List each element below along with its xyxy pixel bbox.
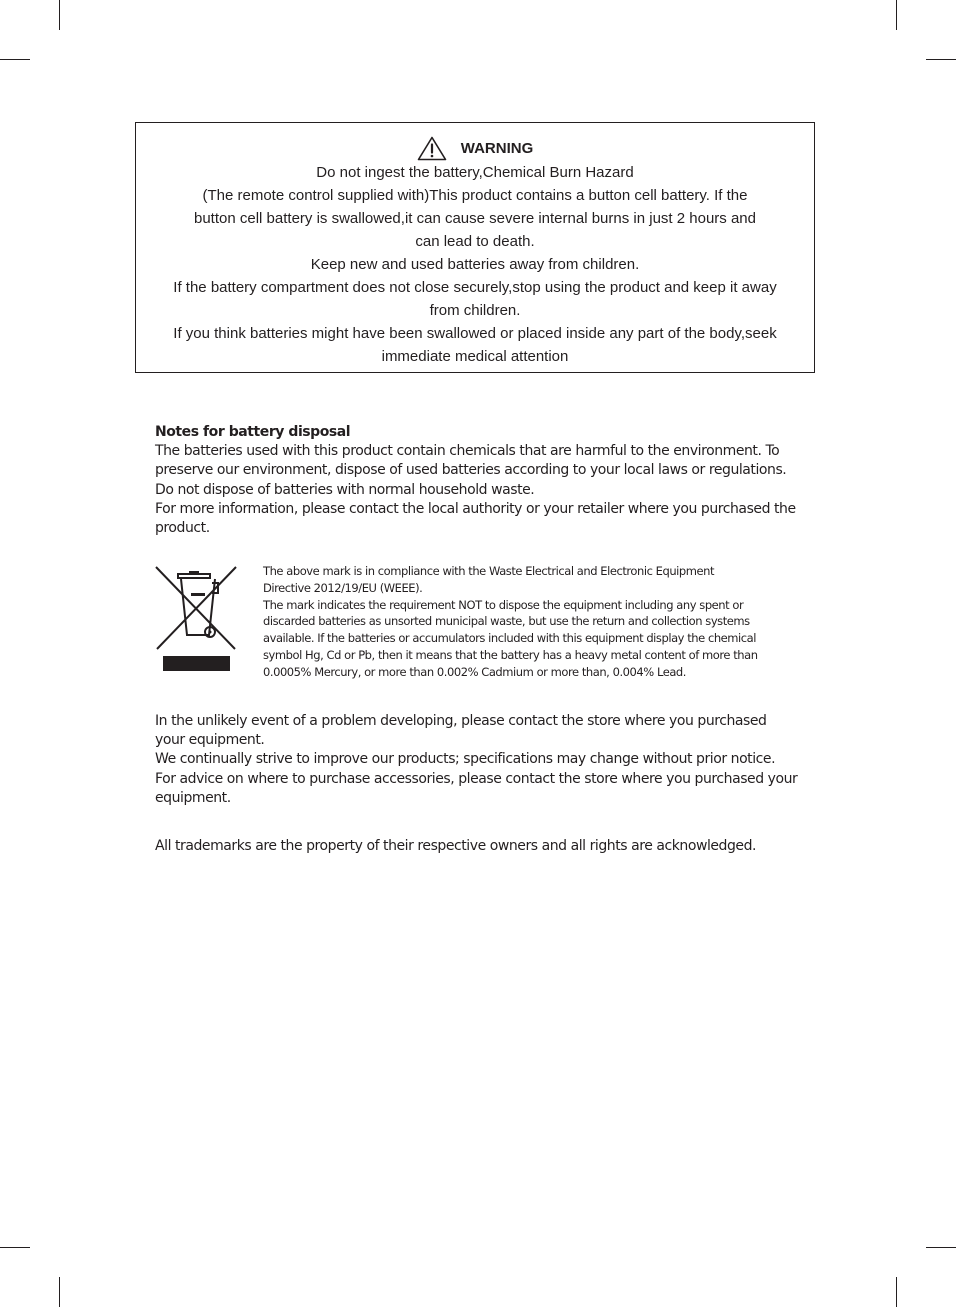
warning-line: If you think batteries might have been swallowed or placed inside any part of the body,seek — [173, 325, 777, 342]
support-line: your equipment. — [155, 732, 265, 749]
disposal-line: product. — [155, 520, 210, 537]
crop-mark-bottom-right-vertical — [896, 1277, 897, 1307]
warning-line: can lead to death. — [415, 233, 535, 250]
crossed-out-wheelie-bin-icon — [154, 565, 238, 673]
weee-line: Directive 2012/19/EU (WEEE). — [263, 580, 423, 595]
weee-compliance-text — [263, 563, 758, 681]
disposal-line: For more information, please contact the local authority or your retailer where you purchased the — [155, 500, 796, 517]
disposal-line: The batteries used with this product contain chemicals that are harmful to the environment. To — [155, 443, 780, 460]
weee-line: 0.0005% Mercury, or more than 0.002% Cadmium or more than, 0.004% Lead. — [263, 664, 686, 679]
support-line: In the unlikely event of a problem developing, please contact the store where you purchased — [155, 713, 767, 729]
weee-line: The above mark is in compliance with the Waste Electrical and Electronic Equipment — [263, 564, 715, 578]
crop-mark-bottom-left-horizontal — [0, 1247, 30, 1248]
crop-mark-top-left-horizontal — [0, 59, 30, 60]
support-section — [155, 712, 797, 808]
battery-disposal-heading: Notes for battery disposal — [155, 424, 351, 440]
warning-heading — [136, 136, 814, 161]
weee-line: symbol Hg, Cd or Pb, then it means that the battery has a heavy metal content of more than — [263, 647, 758, 662]
disposal-line: preserve our environment, dispose of used batteries according to your local laws or regulations. — [155, 462, 787, 479]
battery-disposal-section — [155, 423, 796, 538]
crop-mark-top-right-vertical — [896, 0, 897, 30]
warning-title: WARNING — [460, 140, 534, 157]
warning-box — [135, 122, 815, 373]
warning-triangle-icon — [417, 136, 447, 161]
support-line: equipment. — [155, 789, 231, 806]
trademarks-notice: All trademarks are the property of their respective owners and all rights are acknowledged. — [155, 838, 757, 854]
warning-line: If the battery compartment does not close securely,stop using the product and keep it away — [173, 279, 777, 296]
crop-mark-bottom-left-vertical — [59, 1277, 60, 1307]
disposal-line: Do not dispose of batteries with normal household waste. — [155, 481, 535, 498]
crop-mark-bottom-right-horizontal — [926, 1247, 956, 1248]
weee-line: discarded batteries as unsorted municipal waste, but use the return and collection systems — [263, 614, 750, 629]
warning-line: (The remote control supplied with)This product contains a button cell battery. If the — [202, 187, 748, 204]
warning-line: immediate medical attention — [381, 348, 569, 365]
support-line: We continually strive to improve our products; specifications may change without prior notice. — [155, 751, 776, 768]
warning-line: Keep new and used batteries away from children. — [310, 256, 640, 273]
warning-line: from children. — [429, 302, 521, 319]
weee-line: The mark indicates the requirement NOT to dispose the equipment including any spent or — [263, 597, 744, 612]
warning-line: button cell battery is swallowed,it can cause severe internal burns in just 2 hours and — [194, 210, 756, 227]
support-line: For advice on where to purchase accessories, please contact the store where you purchased your — [155, 770, 798, 787]
weee-line: available. If the batteries or accumulators included with this equipment display the chemical — [263, 631, 757, 646]
crop-mark-top-left-vertical — [59, 0, 60, 30]
crop-mark-top-right-horizontal — [926, 59, 956, 60]
warning-line: Do not ingest the battery,Chemical Burn Hazard — [316, 164, 634, 181]
